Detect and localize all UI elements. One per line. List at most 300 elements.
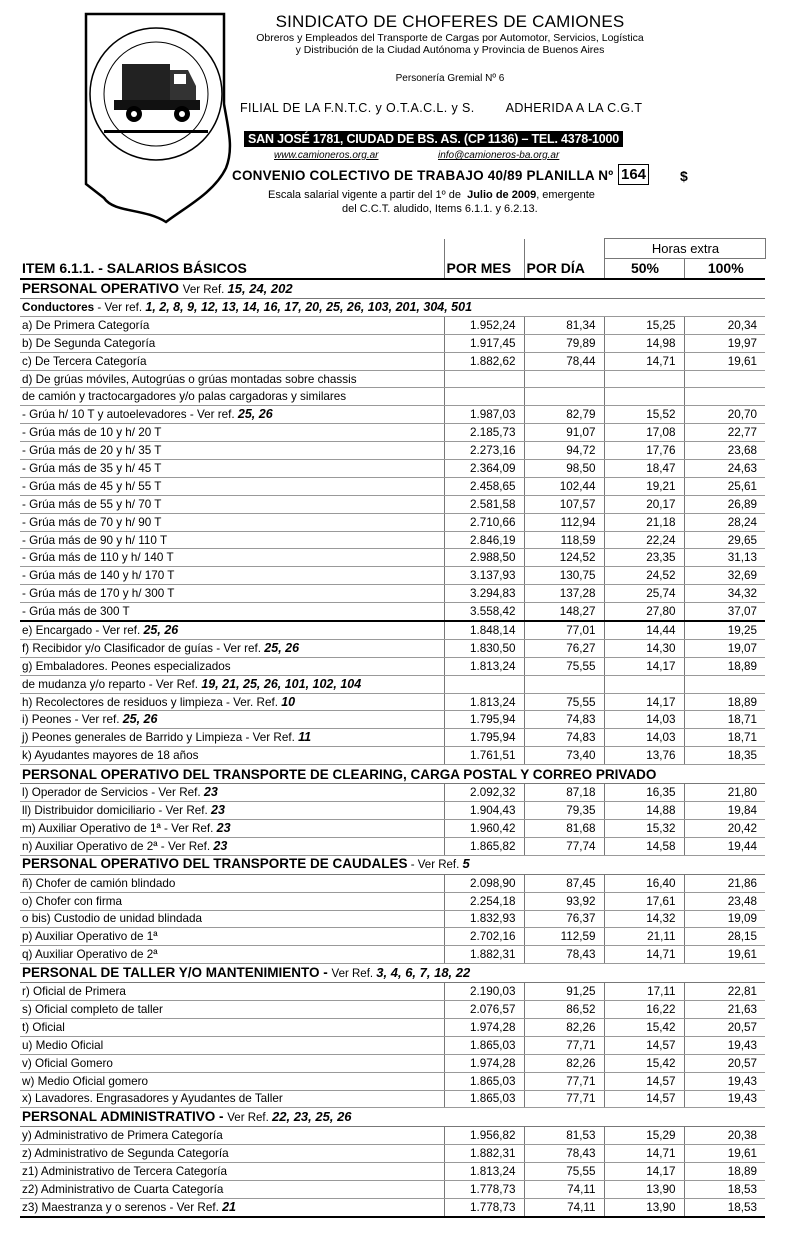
- por-dia-value: 74,11: [524, 1181, 604, 1199]
- overtime-50-value: 14,03: [604, 729, 684, 747]
- por-dia-value: 81,53: [524, 1127, 604, 1145]
- overtime-100-value: 18,89: [684, 657, 765, 675]
- por-mes-value: [444, 675, 524, 693]
- por-dia-value: 137,28: [524, 585, 604, 603]
- section-title: PERSONAL DE TALLER Y/O MANTENIMIENTO - Ver Ref. 3, 4, 6, 7, 18, 22: [20, 964, 765, 983]
- overtime-50-value: 13,90: [604, 1181, 684, 1199]
- overtime-50-value: 13,76: [604, 747, 684, 765]
- por-dia-value: 91,25: [524, 983, 604, 1001]
- table-row: [20, 802, 765, 820]
- table-row: [20, 1145, 765, 1163]
- section-header: [20, 964, 765, 983]
- table-row: [20, 352, 765, 370]
- table-row: [20, 784, 765, 802]
- category-label: ñ) Chofer de camión blindado: [20, 874, 444, 892]
- table-row: [20, 892, 765, 910]
- union-logo: [74, 8, 236, 226]
- por-mes-value: [444, 388, 524, 406]
- por-dia-value: 93,92: [524, 892, 604, 910]
- category-label: j) Peones generales de Barrido y Limpieza - Ver Ref. 11: [20, 729, 444, 747]
- overtime-100-value: 29,65: [684, 531, 765, 549]
- website-link[interactable]: www.camioneros.org.ar: [274, 150, 379, 161]
- category-label: - Grúa más de 170 y h/ 300 T: [20, 585, 444, 603]
- por-dia-value: 79,89: [524, 334, 604, 352]
- category-label: q) Auxiliar Operativo de 2ª: [20, 946, 444, 964]
- overtime-100-value: 22,81: [684, 983, 765, 1001]
- category-label: - Grúa más de 90 y h/ 110 T: [20, 531, 444, 549]
- table-row: [20, 1163, 765, 1181]
- escala-description: Escala salarial vigente a partir del 1º de Julio de 2009, emergente del C.C.T. aludido, Items 6.1.1. y 6.2.13.: [268, 189, 595, 215]
- por-mes-value: 1.832,93: [444, 910, 524, 928]
- por-mes-value: 2.076,57: [444, 1001, 524, 1019]
- table-row: [20, 621, 765, 639]
- por-mes-value: 1.882,31: [444, 1145, 524, 1163]
- por-dia-value: 112,94: [524, 513, 604, 531]
- overtime-100-value: 37,07: [684, 603, 765, 621]
- overtime-50-value: 14,03: [604, 711, 684, 729]
- por-dia-value: 77,71: [524, 1090, 604, 1108]
- por-mes-value: 2.254,18: [444, 892, 524, 910]
- overtime-100-value: 18,35: [684, 747, 765, 765]
- table-row: [20, 1072, 765, 1090]
- address-bar: SAN JOSÉ 1781, CIUDAD DE BS. AS. (CP 1136) – TEL. 4378-1000: [244, 131, 623, 147]
- overtime-100-value: 26,89: [684, 495, 765, 513]
- overtime-100-value: 21,86: [684, 874, 765, 892]
- overtime-100-value: 25,61: [684, 477, 765, 495]
- table-row: [20, 477, 765, 495]
- table-row: [20, 316, 765, 334]
- table-row: [20, 495, 765, 513]
- overtime-100-header: 100%: [684, 259, 765, 280]
- overtime-50-value: 14,71: [604, 1145, 684, 1163]
- overtime-100-value: 18,89: [684, 693, 765, 711]
- por-dia-value: 86,52: [524, 1001, 604, 1019]
- overtime-100-value: 19,07: [684, 639, 765, 657]
- por-dia-value: [524, 370, 604, 388]
- por-mes-value: 1.956,82: [444, 1127, 524, 1145]
- overtime-50-value: [604, 388, 684, 406]
- por-dia-value: 74,11: [524, 1198, 604, 1216]
- overtime-100-value: 20,57: [684, 1054, 765, 1072]
- por-dia-value: 148,27: [524, 603, 604, 621]
- por-dia-value: 87,45: [524, 874, 604, 892]
- overtime-50-value: 14,71: [604, 352, 684, 370]
- table-row: [20, 1127, 765, 1145]
- overtime-50-value: 23,35: [604, 549, 684, 567]
- por-dia-value: 75,55: [524, 1163, 604, 1181]
- por-dia-value: 73,40: [524, 747, 604, 765]
- por-mes-value: 2.846,19: [444, 531, 524, 549]
- por-mes-value: 1.904,43: [444, 802, 524, 820]
- overtime-100-value: [684, 370, 765, 388]
- table-row: [20, 983, 765, 1001]
- por-mes-value: 3.558,42: [444, 603, 524, 621]
- horas-extra-label: Horas extra: [604, 239, 765, 259]
- por-mes-value: 1.917,45: [444, 334, 524, 352]
- por-mes-value: 1.795,94: [444, 711, 524, 729]
- category-label: h) Recolectores de residuos y limpieza - Ver. Ref. 10: [20, 693, 444, 711]
- union-description: Obreros y Empleados del Transporte de Cargas por Automotor, Servicios, Logística y Distribución de la Ciudad Autónoma y Provincia de Buenos Aires: [256, 32, 644, 56]
- category-label: c) De Tercera Categoría: [20, 352, 444, 370]
- por-mes-value: 1.865,03: [444, 1090, 524, 1108]
- overtime-50-value: 20,17: [604, 495, 684, 513]
- por-mes-value: 2.710,66: [444, 513, 524, 531]
- table-row: [20, 1090, 765, 1108]
- subsection-row: [20, 299, 765, 317]
- category-label: z2) Administrativo de Cuarta Categoría: [20, 1181, 444, 1199]
- section-title: PERSONAL ADMINISTRATIVO - Ver Ref. 22, 23, 25, 26: [20, 1108, 765, 1127]
- overtime-50-value: 13,90: [604, 1198, 684, 1216]
- por-mes-header: POR MES: [444, 259, 524, 280]
- category-label: w) Medio Oficial gomero: [20, 1072, 444, 1090]
- overtime-50-value: 22,24: [604, 531, 684, 549]
- overtime-50-value: 17,08: [604, 424, 684, 442]
- por-mes-value: 2.273,16: [444, 442, 524, 460]
- por-dia-value: 82,26: [524, 1018, 604, 1036]
- overtime-50-value: 14,17: [604, 1163, 684, 1181]
- overtime-100-value: 34,32: [684, 585, 765, 603]
- category-label: - Grúa más de 55 y h/ 70 T: [20, 495, 444, 513]
- overtime-100-value: 21,63: [684, 1001, 765, 1019]
- overtime-100-value: 18,71: [684, 729, 765, 747]
- table-row: [20, 1001, 765, 1019]
- por-dia-value: 78,43: [524, 1145, 604, 1163]
- table-row: [20, 442, 765, 460]
- overtime-100-value: 23,68: [684, 442, 765, 460]
- table-row: [20, 603, 765, 621]
- category-label: t) Oficial: [20, 1018, 444, 1036]
- category-label: - Grúa más de 10 y h/ 20 T: [20, 424, 444, 442]
- table-row: [20, 460, 765, 478]
- category-label: n) Auxiliar Operativo de 2ª - Ver Ref. 23: [20, 837, 444, 855]
- por-dia-value: 107,57: [524, 495, 604, 513]
- por-mes-value: [444, 370, 524, 388]
- category-label: - Grúa más de 70 y h/ 90 T: [20, 513, 444, 531]
- overtime-50-value: 14,44: [604, 621, 684, 639]
- por-dia-value: 81,34: [524, 316, 604, 334]
- subsection-label: Conductores - Ver ref. 1, 2, 8, 9, 12, 13, 14, 16, 17, 20, 25, 26, 103, 201, 304, 501: [20, 299, 765, 317]
- overtime-50-value: [604, 675, 684, 693]
- por-mes-value: 2.185,73: [444, 424, 524, 442]
- overtime-50-value: 14,30: [604, 639, 684, 657]
- filial-line: FILIAL DE LA F.N.T.C. y O.T.A.C.L. y S. ADHERIDA A LA C.G.T: [240, 101, 643, 115]
- table-row: [20, 675, 765, 693]
- por-mes-value: 2.581,58: [444, 495, 524, 513]
- overtime-100-value: 20,34: [684, 316, 765, 334]
- overtime-100-value: 19,97: [684, 334, 765, 352]
- overtime-50-value: 16,22: [604, 1001, 684, 1019]
- overtime-100-value: 19,44: [684, 837, 765, 855]
- table-row: [20, 531, 765, 549]
- overtime-50-value: 18,47: [604, 460, 684, 478]
- overtime-50-value: [604, 370, 684, 388]
- category-label: p) Auxiliar Operativo de 1ª: [20, 928, 444, 946]
- category-label: o) Chofer con firma: [20, 892, 444, 910]
- overtime-header-row: [20, 239, 765, 259]
- category-label: - Grúa más de 300 T: [20, 603, 444, 621]
- table-row: [20, 819, 765, 837]
- por-dia-value: 76,27: [524, 639, 604, 657]
- por-dia-header: POR DÍA: [524, 259, 604, 280]
- por-mes-value: 2.988,50: [444, 549, 524, 567]
- por-dia-value: 75,55: [524, 693, 604, 711]
- overtime-100-value: [684, 675, 765, 693]
- table-row: [20, 549, 765, 567]
- union-name: SINDICATO DE CHOFERES DE CAMIONES: [275, 12, 625, 31]
- overtime-100-value: 19,84: [684, 802, 765, 820]
- category-label: z1) Administrativo de Tercera Categoría: [20, 1163, 444, 1181]
- por-mes-value: 1.865,03: [444, 1072, 524, 1090]
- category-label: z3) Maestranza y o serenos - Ver Ref. 21: [20, 1198, 444, 1216]
- overtime-50-value: 19,21: [604, 477, 684, 495]
- category-label: - Grúa más de 35 y h/ 45 T: [20, 460, 444, 478]
- overtime-50-value: 14,17: [604, 693, 684, 711]
- por-dia-value: 87,18: [524, 784, 604, 802]
- table-row: [20, 711, 765, 729]
- por-mes-value: 2.364,09: [444, 460, 524, 478]
- table-row: [20, 513, 765, 531]
- por-dia-value: 118,59: [524, 531, 604, 549]
- overtime-100-value: 31,13: [684, 549, 765, 567]
- por-mes-value: 1.865,03: [444, 1036, 524, 1054]
- overtime-50-value: 14,58: [604, 837, 684, 855]
- por-dia-value: 77,01: [524, 621, 604, 639]
- overtime-100-value: 22,77: [684, 424, 765, 442]
- category-label: - Grúa h/ 10 T y autoelevadores - Ver ref. 25, 26: [20, 406, 444, 424]
- overtime-50-value: 21,18: [604, 513, 684, 531]
- category-label: g) Embaladores. Peones especializados: [20, 657, 444, 675]
- table-row: [20, 1054, 765, 1072]
- category-label: - Grúa más de 45 y h/ 55 T: [20, 477, 444, 495]
- por-mes-value: 1.987,03: [444, 406, 524, 424]
- por-dia-value: 91,07: [524, 424, 604, 442]
- por-dia-value: 76,37: [524, 910, 604, 928]
- table-row: [20, 837, 765, 855]
- category-label: - Grúa más de 20 y h/ 35 T: [20, 442, 444, 460]
- overtime-100-value: 19,43: [684, 1072, 765, 1090]
- overtime-50-value: 15,25: [604, 316, 684, 334]
- category-label: - Grúa más de 140 y h/ 170 T: [20, 567, 444, 585]
- category-label: f) Recibidor y/o Clasificador de guías - Ver ref. 25, 26: [20, 639, 444, 657]
- por-dia-value: 98,50: [524, 460, 604, 478]
- overtime-100-value: 18,53: [684, 1198, 765, 1216]
- item-header: ITEM 6.1.1. - SALARIOS BÁSICOS: [20, 259, 444, 280]
- column-header-row: [20, 259, 765, 280]
- overtime-100-value: 21,80: [684, 784, 765, 802]
- por-dia-value: 74,83: [524, 729, 604, 747]
- section-header: [20, 279, 765, 299]
- table-row: [20, 729, 765, 747]
- por-dia-value: 74,83: [524, 711, 604, 729]
- overtime-100-value: 19,43: [684, 1090, 765, 1108]
- por-mes-value: 2.092,32: [444, 784, 524, 802]
- overtime-100-value: 20,38: [684, 1127, 765, 1145]
- overtime-50-value: 17,76: [604, 442, 684, 460]
- overtime-100-value: 24,63: [684, 460, 765, 478]
- category-label: x) Lavadores. Engrasadores y Ayudantes de Taller: [20, 1090, 444, 1108]
- section-header: [20, 1108, 765, 1127]
- overtime-50-value: 14,17: [604, 657, 684, 675]
- overtime-100-value: 19,61: [684, 1145, 765, 1163]
- table-row: [20, 1018, 765, 1036]
- por-mes-value: 1.761,51: [444, 747, 524, 765]
- currency-symbol: $: [680, 168, 688, 184]
- convenio-title: CONVENIO COLECTIVO DE TRABAJO 40/89 PLANILLA Nº: [232, 168, 614, 183]
- table-row: [20, 946, 765, 964]
- overtime-50-value: 17,11: [604, 983, 684, 1001]
- table-row: [20, 657, 765, 675]
- por-dia-value: 82,79: [524, 406, 604, 424]
- overtime-50-value: 14,98: [604, 334, 684, 352]
- por-mes-value: 1.778,73: [444, 1181, 524, 1199]
- table-row: [20, 910, 765, 928]
- overtime-100-value: [684, 388, 765, 406]
- section-header: [20, 855, 765, 874]
- overtime-50-value: 15,52: [604, 406, 684, 424]
- planilla-number: 164: [618, 164, 649, 185]
- table-row: [20, 928, 765, 946]
- por-dia-value: 82,26: [524, 1054, 604, 1072]
- por-mes-value: 2.458,65: [444, 477, 524, 495]
- category-label: de mudanza y/o reparto - Ver Ref. 19, 21, 25, 26, 101, 102, 104: [20, 675, 444, 693]
- table-row: [20, 639, 765, 657]
- overtime-50-value: 14,71: [604, 946, 684, 964]
- table-row: [20, 424, 765, 442]
- por-mes-value: 1.960,42: [444, 819, 524, 837]
- table-row: [20, 874, 765, 892]
- table-row: [20, 567, 765, 585]
- por-mes-value: 1.952,24: [444, 316, 524, 334]
- table-row: [20, 388, 765, 406]
- overtime-50-value: 27,80: [604, 603, 684, 621]
- por-dia-value: 79,35: [524, 802, 604, 820]
- category-label: z) Administrativo de Segunda Categoría: [20, 1145, 444, 1163]
- por-mes-value: 1.813,24: [444, 1163, 524, 1181]
- overtime-50-value: 21,11: [604, 928, 684, 946]
- overtime-100-value: 19,25: [684, 621, 765, 639]
- overtime-100-value: 19,61: [684, 352, 765, 370]
- salary-table: [20, 238, 766, 1218]
- overtime-50-value: 14,57: [604, 1090, 684, 1108]
- table-row: [20, 1181, 765, 1199]
- category-label: v) Oficial Gomero: [20, 1054, 444, 1072]
- por-mes-value: 1.795,94: [444, 729, 524, 747]
- por-mes-value: 2.702,16: [444, 928, 524, 946]
- por-dia-value: 75,55: [524, 657, 604, 675]
- section-header: [20, 765, 765, 784]
- overtime-50-value: 14,88: [604, 802, 684, 820]
- por-mes-value: 1.882,62: [444, 352, 524, 370]
- por-mes-value: 1.778,73: [444, 1198, 524, 1216]
- overtime-100-value: 20,57: [684, 1018, 765, 1036]
- por-dia-value: 77,71: [524, 1072, 604, 1090]
- overtime-50-value: 15,29: [604, 1127, 684, 1145]
- overtime-50-value: 15,42: [604, 1054, 684, 1072]
- overtime-100-value: 20,42: [684, 819, 765, 837]
- overtime-100-value: 20,70: [684, 406, 765, 424]
- table-row: [20, 370, 765, 388]
- section-title: PERSONAL OPERATIVO DEL TRANSPORTE DE CAUDALES - Ver Ref. 5: [20, 855, 765, 874]
- table-row: [20, 1036, 765, 1054]
- section-title: PERSONAL OPERATIVO DEL TRANSPORTE DE CLEARING, CARGA POSTAL Y CORREO PRIVADO: [20, 765, 765, 784]
- category-label: u) Medio Oficial: [20, 1036, 444, 1054]
- category-label: s) Oficial completo de taller: [20, 1001, 444, 1019]
- overtime-50-value: 14,57: [604, 1072, 684, 1090]
- por-mes-value: 1.813,24: [444, 693, 524, 711]
- overtime-50-value: 15,32: [604, 819, 684, 837]
- category-label: m) Auxiliar Operativo de 1ª - Ver Ref. 23: [20, 819, 444, 837]
- overtime-50-header: 50%: [604, 259, 684, 280]
- por-dia-value: 94,72: [524, 442, 604, 460]
- por-mes-value: 1.882,31: [444, 946, 524, 964]
- overtime-50-value: 16,35: [604, 784, 684, 802]
- por-dia-value: 77,74: [524, 837, 604, 855]
- category-label: k) Ayudantes mayores de 18 años: [20, 747, 444, 765]
- por-mes-value: 1.848,14: [444, 621, 524, 639]
- category-label: r) Oficial de Primera: [20, 983, 444, 1001]
- overtime-100-value: 19,61: [684, 946, 765, 964]
- por-dia-value: 124,52: [524, 549, 604, 567]
- overtime-50-value: 16,40: [604, 874, 684, 892]
- por-mes-value: 1.865,82: [444, 837, 524, 855]
- overtime-100-value: 18,53: [684, 1181, 765, 1199]
- category-label: e) Encargado - Ver ref. 25, 26: [20, 621, 444, 639]
- category-label: y) Administrativo de Primera Categoría: [20, 1127, 444, 1145]
- por-dia-value: [524, 675, 604, 693]
- por-mes-value: 1.974,28: [444, 1054, 524, 1072]
- por-mes-value: 3.294,83: [444, 585, 524, 603]
- email-link[interactable]: info@camioneros-ba.org.ar: [438, 150, 560, 161]
- por-mes-value: 3.137,93: [444, 567, 524, 585]
- table-row: [20, 334, 765, 352]
- por-mes-value: 2.098,90: [444, 874, 524, 892]
- por-mes-value: 1.813,24: [444, 657, 524, 675]
- table-row: [20, 406, 765, 424]
- category-label: o bis) Custodio de unidad blindada: [20, 910, 444, 928]
- por-dia-value: [524, 388, 604, 406]
- overtime-50-value: 14,57: [604, 1036, 684, 1054]
- category-label: d) De grúas móviles, Autogrúas o grúas montadas sobre chassis: [20, 370, 444, 388]
- overtime-100-value: 32,69: [684, 567, 765, 585]
- overtime-50-value: 25,74: [604, 585, 684, 603]
- overtime-100-value: 18,89: [684, 1163, 765, 1181]
- overtime-50-value: 24,52: [604, 567, 684, 585]
- por-mes-value: 1.974,28: [444, 1018, 524, 1036]
- overtime-100-value: 19,43: [684, 1036, 765, 1054]
- por-dia-value: 81,68: [524, 819, 604, 837]
- category-label: a) De Primera Categoría: [20, 316, 444, 334]
- overtime-50-value: 14,32: [604, 910, 684, 928]
- overtime-100-value: 28,24: [684, 513, 765, 531]
- por-dia-value: 102,44: [524, 477, 604, 495]
- por-dia-value: 112,59: [524, 928, 604, 946]
- overtime-100-value: 18,71: [684, 711, 765, 729]
- por-mes-value: 2.190,03: [444, 983, 524, 1001]
- overtime-100-value: 23,48: [684, 892, 765, 910]
- table-row: [20, 1198, 765, 1216]
- table-row: [20, 693, 765, 711]
- por-dia-value: 130,75: [524, 567, 604, 585]
- overtime-50-value: 17,61: [604, 892, 684, 910]
- overtime-100-value: 28,15: [684, 928, 765, 946]
- personeria-gremial: Personería Gremial Nº 6: [395, 73, 505, 84]
- por-dia-value: 77,71: [524, 1036, 604, 1054]
- overtime-100-value: 19,09: [684, 910, 765, 928]
- overtime-50-value: 15,42: [604, 1018, 684, 1036]
- category-label: de camión y tractocargadores y/o palas cargadoras y similares: [20, 388, 444, 406]
- por-dia-value: 78,44: [524, 352, 604, 370]
- category-label: - Grúa más de 110 y h/ 140 T: [20, 549, 444, 567]
